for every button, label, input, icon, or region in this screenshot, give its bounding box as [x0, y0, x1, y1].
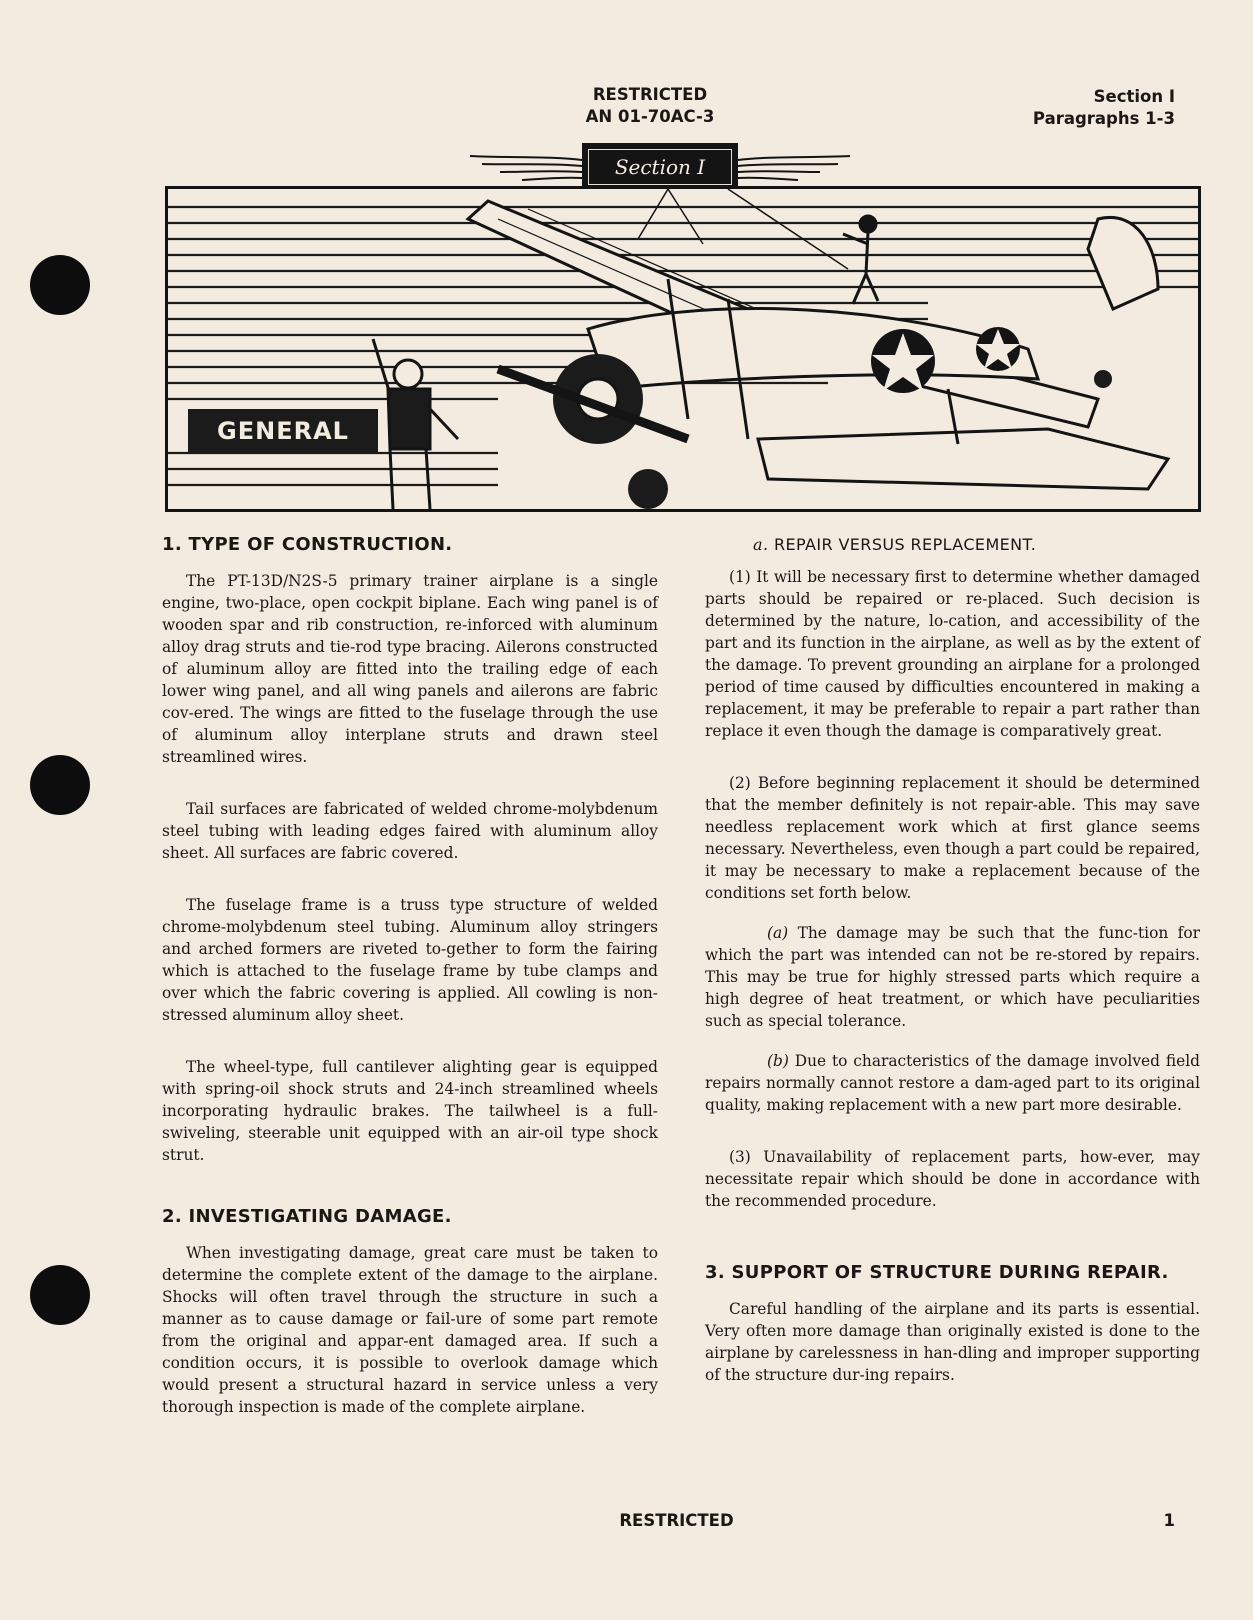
page-number: 1: [1163, 1511, 1175, 1530]
paragraph: [705, 922, 1200, 1032]
classification-label: RESTRICTED: [592, 85, 708, 104]
binder-hole: [30, 755, 90, 815]
document-number: AN 01-70AC-3: [585, 107, 715, 126]
paragraph: The wheel-type, full cantilever alighting gear is equipped with spring-oil shock struts and 24-inch streamlined wheels incorporating hydraulic brakes. The tailwheel is a full-swiveling, steerable unit equipped with an air-oil type shock strut.: [162, 1058, 658, 1164]
section-label: Section I: [1093, 87, 1175, 106]
binder-hole: [30, 1265, 90, 1325]
left-column: [162, 534, 658, 1436]
paragraph: (3) Unavailability of replacement parts, how-ever, may necessitate repair which should be done in accordance with the recommended procedure.: [705, 1148, 1200, 1210]
item-text: Due to characteristics of the damage involved field repairs normally cannot restore a dam-aged part to its original quality, making replacement with a new part more desirable.: [705, 1052, 1200, 1114]
subsection-letter: a.: [753, 535, 769, 554]
subsection-heading-repair-versus-replacement: [753, 534, 1200, 556]
general-label: GENERAL: [188, 409, 378, 453]
paragraph: Careful handling of the airplane and its parts is essential. Very often more damage than originally existed is done to the airplane by carelessness in han-dling and improper supporting of the structure dur-ing repairs.: [705, 1300, 1200, 1384]
paragraph: When investigating damage, great care must be taken to determine the complete extent of the damage to the airplane. Shocks will often travel through the structure in such a manner as to cause damage or fail-ure of some part remote from the original and appar-ent damaged area. If such a condition occurs, it is possible to overlook damage which would present a structural hazard in service unless a very thorough inspection is made of the complete airplane.: [162, 1244, 658, 1416]
paragraph: (2) Before beginning replacement it should be determined that the member definitely is not repair-able. This may save needless replacement work which at first glance seems necessary. Nevertheless, even though a part could be repaired, it may be necessary to make a replacement because of the conditions set forth below.: [705, 774, 1200, 902]
item-label: (a): [767, 924, 789, 942]
paragraph: [705, 1050, 1200, 1116]
section-heading-investigating-damage: 2. INVESTIGATING DAMAGE.: [162, 1206, 452, 1227]
right-column: [705, 534, 1200, 1404]
paragraph: The fuselage frame is a truss type structure of welded chrome-molybdenum steel tubing. Aluminum alloy stringers and arched formers are riveted to-gether to form the fairing which is attached to the fuselage frame by tube clamps and over which the fabric covering is applied. All cowling is non-stressed aluminum alloy sheet.: [162, 896, 658, 1024]
section-heading-support-of-structure: 3. SUPPORT OF STRUCTURE DURING REPAIR.: [705, 1262, 1169, 1283]
footer-classification: RESTRICTED: [619, 1511, 734, 1530]
section-reference: [1033, 86, 1175, 130]
binder-hole: [30, 255, 90, 315]
paragraph: Tail surfaces are fabricated of welded chrome-molybdenum steel tubing with leading edges faired with aluminum alloy sheet. All surfaces are fabric covered.: [162, 800, 658, 862]
paragraph: The PT-13D/N2S-5 primary trainer airplane is a single engine, two-place, open cockpit biplane. Each wing panel is of wooden spar and rib construction, re-inforced with aluminum alloy drag struts and tie-rod type bracing. Ailerons constructed of aluminum alloy are fitted into the trailing edge of each lower wing panel, and all wing panels and ailerons are fabric cov-ered. The wings are fitted to the fuselage through the use of aluminum alloy interplane struts and drawn steel streamlined wires.: [162, 572, 658, 766]
biplane-illustration: [165, 186, 1201, 512]
section-banner: [582, 143, 738, 191]
document-header: [560, 84, 740, 128]
item-text: The damage may be such that the func-tion for which the part was intended can not be re-stored by repairs. This may be true for highly stressed parts which require a high degree of heat treatment, or which have peculiarities such as special tolerance.: [705, 924, 1200, 1030]
section-heading-type-of-construction: 1. TYPE OF CONSTRUCTION.: [162, 534, 453, 555]
biplane-drawing: [168, 189, 1198, 509]
section-banner-title: Section I: [614, 155, 706, 179]
item-label: (b): [767, 1052, 789, 1070]
paragraph: (1) It will be necessary first to determine whether damaged parts should be repaired or re-placed. Such decision is determined by the nature, lo-cation, and accessibility of the part and its function in the airplane, as well as by the extent of the damage. To prevent grounding an airplane for a prolonged period of time caused by difficulties encountered in making a replacement, it may be preferable to repair a part rather than replace it even though the damage is comparatively great.: [705, 568, 1200, 740]
paragraphs-label: Paragraphs 1-3: [1032, 109, 1175, 128]
subsection-title: REPAIR VERSUS REPLACEMENT.: [773, 535, 1037, 554]
